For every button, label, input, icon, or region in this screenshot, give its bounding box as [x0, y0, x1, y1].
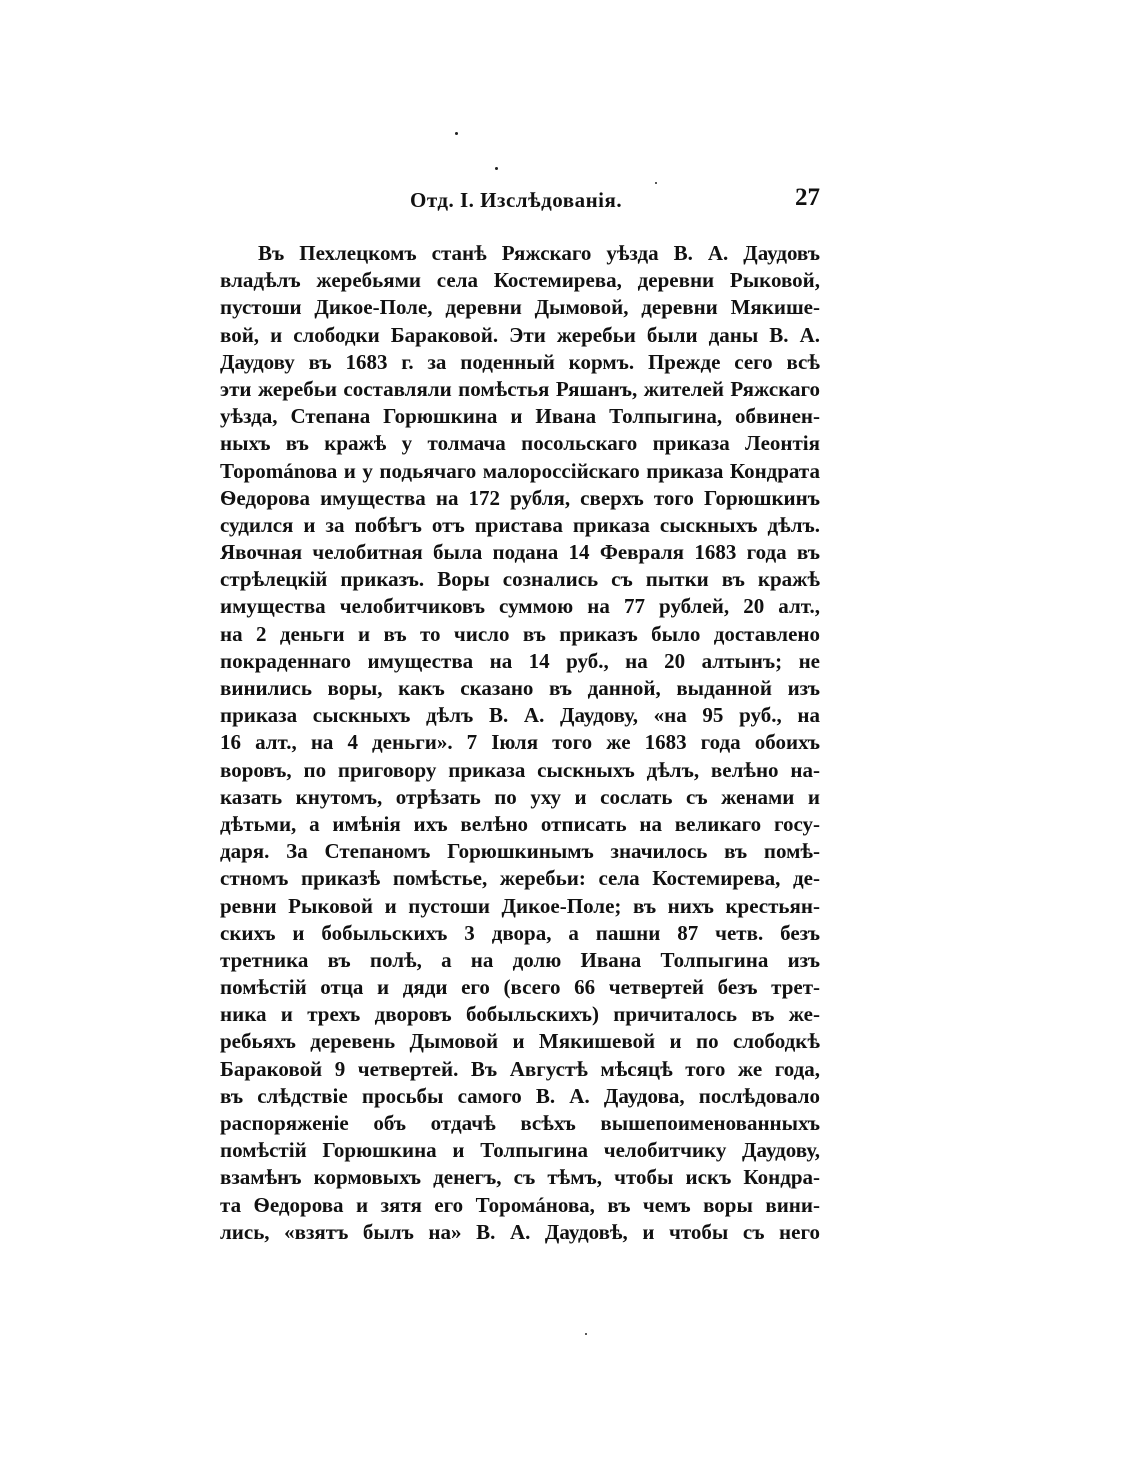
text-line: та Ѳедорова и зятя его Торомáнова, въ чемъ воры вини- — [220, 1192, 820, 1217]
text-line: Въ Пехлецкомъ станѣ Ряжскаго уѣзда В. А. Даудовъ — [258, 241, 820, 265]
text-line: даря. За Степаномъ Горюшкинымъ значилось въ помѣ- — [220, 839, 820, 864]
text-line: распоряженіе объ отдачѣ всѣхъ вышепоименованныхъ — [220, 1111, 820, 1135]
text-line: взамѣнъ кормовыхъ денегъ, съ тѣмъ, чтобы искъ Кондра- — [220, 1165, 820, 1190]
text-line: судился и за побѣгъ отъ пристава приказа сыскныхъ дѣлъ. — [220, 512, 820, 537]
text-line: ребьяхъ деревень Дымовой и Мякишевой и по слободкѣ — [220, 1029, 820, 1054]
text-line: Даудову въ 1683 г. за поденный кормъ. Прежде сего всѣ — [220, 349, 820, 374]
text-line: эти жеребьи составляли помѣстья Ряшанъ, жителей Ряжскаго — [220, 376, 820, 401]
scan-speck — [495, 167, 498, 170]
text-line: вой, и слободки Бараковой. Эти жеребьи были даны В. А. — [220, 322, 820, 347]
text-line: воровъ, по приговору приказа сыскныхъ дѣлъ, велѣно на- — [220, 757, 820, 782]
text-line: приказа сыскныхъ дѣлъ В. А. Даудову, «на 95 руб., на — [220, 703, 820, 728]
text-line: въ слѣдствіе просьбы самого В. А. Даудова, послѣдовало — [220, 1083, 820, 1108]
text-line: 16 алт., на 4 деньги». 7 Іюля того же 1683 года обоихъ — [220, 730, 820, 755]
text-line: лись, «взятъ былъ на» В. А. Даудовѣ, и чтобы съ него — [220, 1219, 820, 1244]
text-line: помѣстій Горюшкина и Толпыгина челобитчику Даудову, — [220, 1138, 820, 1163]
text-line: третника въ полѣ, а на долю Ивана Толпыгина изъ — [220, 947, 820, 972]
text-line: казать кнутомъ, отрѣзать по уху и сослать съ женами и — [220, 784, 820, 809]
scan-speck — [655, 182, 657, 184]
scan-speck — [585, 1333, 587, 1335]
text-line: Бараковой 9 четвертей. Въ Августѣ мѣсяцѣ того же года, — [220, 1056, 820, 1081]
text-line: помѣстій отца и дяди его (всего 66 четвертей безъ трет- — [220, 975, 820, 1000]
text-line: стрѣлецкій приказъ. Воры сознались съ пытки въ кражѣ — [220, 567, 820, 592]
text-line: дѣтьми, а имѣнія ихъ велѣно отписать на великаго госу- — [220, 811, 820, 836]
body-text — [220, 240, 820, 1246]
text-line: уѣзда, Степана Горюшкина и Ивана Толпыгина, обвинен- — [220, 404, 820, 429]
running-head: Отд. I. Изслѣдованія. — [410, 188, 623, 212]
page-header — [220, 184, 820, 222]
text-line: скихъ и бобыльскихъ 3 двора, а пашни 87 четв. безъ — [220, 920, 820, 945]
text-line: Ѳедорова имущества на 172 рубля, сверхъ того Горюшкинъ — [220, 485, 820, 510]
scan-speck — [455, 132, 458, 135]
text-line: стномъ приказѣ помѣстье, жеребьи: села Костемирева, де- — [220, 866, 820, 891]
text-line: ныхъ въ кражѣ у толмача посольскаго приказа Леонтія — [220, 431, 820, 456]
text-line: пустоши Дикое-Поле, деревни Дымовой, деревни Мякише- — [220, 295, 820, 320]
page-number: 27 — [795, 184, 820, 211]
text-line: на 2 деньги и въ то число въ приказъ было доставлено — [220, 621, 820, 646]
text-line: Явочная челобитная была подана 14 Февраля 1683 года въ — [220, 540, 820, 565]
text-line: ника и трехъ дворовъ бобыльскихъ) причиталось въ же- — [220, 1002, 820, 1027]
text-line: покраденнаго имущества на 14 руб., на 20 алтынъ; не — [220, 648, 820, 673]
text-line: владѣлъ жеребьями села Костемирева, деревни Рыковой, — [220, 268, 820, 293]
text-line: винились воры, какъ сказано въ данной, выданной изъ — [220, 676, 820, 700]
text-line: ревни Рыковой и пустоши Дикое-Поле; въ нихъ крестьян- — [220, 893, 820, 918]
text-line: Торománова и у подьячаго малороссійскаго приказа Кондрата — [220, 458, 820, 483]
text-line: имущества челобитчиковъ суммою на 77 рублей, 20 алт., — [220, 594, 820, 619]
